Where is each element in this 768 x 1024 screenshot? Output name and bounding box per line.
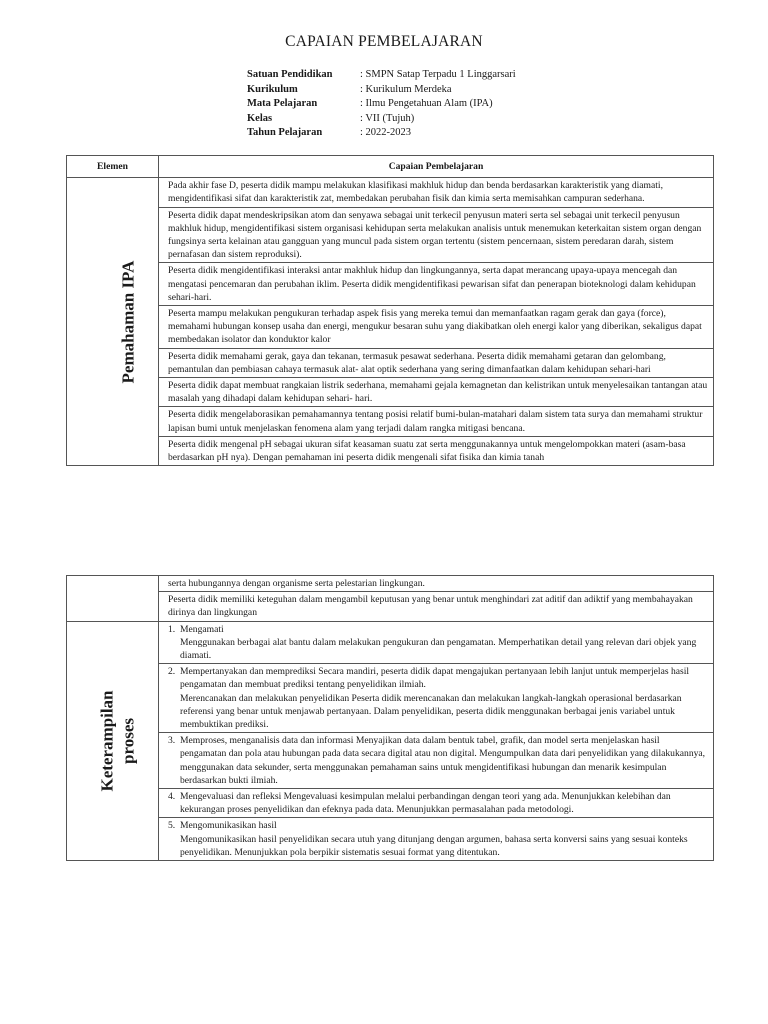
item-number: 2.: [168, 666, 176, 678]
item-heading: Mempertanyakan dan memprediksi Secara mandiri, peserta didik dapat mengajukan pertanyaan lebih lanjut untuk memperjelas hasil pengamatan dan membuat prediksi tentang penyelidikan ilmiah.: [180, 666, 690, 691]
meta-key: Kurikulum: [247, 83, 298, 95]
meta-value: : 2022-2023: [360, 127, 412, 139]
list-item: [159, 621, 714, 664]
curriculum-table-page-1: [66, 155, 714, 466]
table-row: [67, 436, 714, 465]
meta-row-satuan: [247, 68, 516, 83]
header-capaian: Capaian Pembelajaran: [159, 156, 714, 178]
capaian-cell: Peserta mampu melakukan pengukuran terhadap aspek fisis yang mereka temui dan memanfaatkan ragam gerak dan gaya (force), memahami hubungan konsep usaha dan energi, mengukur besaran suhu yang diakibatkan oleh energi kalor yang diberikan, sekaligus dapat membedakan isolator dan konduktor kalor: [159, 306, 714, 349]
elemen-label: [97, 690, 139, 791]
table-row: [67, 306, 714, 349]
item-heading: Memproses, menganalisis data dan informasi Menyajikan data dalam bentuk tabel, grafik, dan model serta menjelaskan hasil pengamatan dan pola atau hubungan pada data secara digital atau non digital. Mengumpulkan data dari penyelidikan yang dilakukannya, menggunakan data sekunder, serta menggunakan pemahaman sains untuk mengidentifikasi hubungan dan menarik kesimpulan berdasarkan bukti ilmiah.: [180, 735, 706, 786]
item-heading: Mengamati: [180, 623, 224, 635]
item-body: Merencanakan dan melakukan penyelidikan Peserta didik merencanakan dan melakukan langkah-langkah operasional berdasarkan referensi yang benar untuk menjawab pertanyaan. Dalam penyelidikan, peserta didik menggunakan berbagai jenis variabel untuk membuktikan prediksi.: [180, 692, 682, 731]
table-row: [67, 263, 714, 306]
elemen-cell: [67, 178, 159, 466]
capaian-cell: Peserta didik mengidentifikasi interaksi antar makhluk hidup dan lingkungannya, serta dapat merancang upaya-upaya mencegah dan mengatasi pencemaran dan perubahan iklim. Peserta didik mengidentifikasi pewarisan sifat dan penerapan bioteknologi dalam kehidupan sehari-hari.: [159, 263, 714, 306]
meta-key: Satuan Pendidikan: [247, 69, 333, 80]
item-number: 1.: [168, 623, 176, 635]
list-item: [159, 733, 714, 789]
table-row: [67, 818, 714, 861]
table-row: [67, 348, 714, 377]
elemen-cell-continued: [67, 576, 159, 622]
item-number: 3.: [168, 735, 176, 747]
capaian-cell: Pada akhir fase D, peserta didik mampu melakukan klasifikasi makhluk hidup dan benda berdasarkan karakteristik yang diamati, mengidentifikasi sifat dan karakteristik zat, membedakan perubahan fisik dan kimia serta memisahkan campuran sederhana.: [159, 178, 714, 207]
header-elemen: Elemen: [67, 156, 159, 178]
capaian-cell: Peserta didik mengenal pH sebagai ukuran sifat keasaman suatu zat serta menggunakannya untuk mengelompokkan materi (asam-basa berdasarkan pH nya). Dengan pemahaman ini peserta didik mengenali sifat fisika dan kimia tanah: [159, 436, 714, 465]
meta-row-kelas: [247, 112, 516, 127]
meta-key: Mata Pelajaran: [247, 98, 318, 110]
item-body: Mengomunikasikan hasil penyelidikan secara utuh yang ditunjang dengan argumen, bahasa serta konversi sains yang sesuai konteks penyelidikan. Menunjukkan pola berpikir sistematis sesuai format yang ditentukan.: [180, 833, 688, 858]
meta-row-mapel: [247, 97, 516, 112]
meta-key: Tahun Pelajaran: [247, 127, 323, 139]
capaian-cell: serta hubungannya dengan organisme serta pelestarian lingkungan.: [159, 576, 714, 592]
meta-value: : SMPN Satap Terpadu 1 Linggarsari: [360, 69, 516, 80]
meta-key: Kelas: [247, 112, 273, 124]
table-header-row: [67, 156, 714, 178]
capaian-cell: Peserta didik dapat membuat rangkaian listrik sederhana, memahami gejala kemagnetan dan kelistrikan untuk menyelesaikan tantangan atau masalah yang dihadapi dalam kehidupan sehari- hari.: [159, 378, 714, 407]
meta-row-kurikulum: [247, 83, 516, 98]
table-row: [67, 207, 714, 263]
list-item: [159, 818, 714, 861]
elemen-cell: [67, 621, 159, 860]
meta-value: : Kurikulum Merdeka: [360, 83, 452, 95]
elemen-label-line2: proses: [118, 717, 138, 764]
item-heading: Mengomunikasikan hasil: [180, 820, 277, 832]
table-row: [67, 789, 714, 818]
capaian-cell: Peserta didik mengelaborasikan pemahamannya tentang posisi relatif bumi-bulan-matahari dalam sistem tata surya dan memahami struktur lapisan bumi untuk menjelaskan fenomena alam yang terjadi dalam rangka mitigasi bencana.: [159, 407, 714, 436]
item-number: 4.: [168, 791, 176, 803]
table-row: [67, 576, 714, 592]
elemen-label-line1: Keterampilan: [97, 690, 117, 792]
curriculum-table-page-2: [66, 575, 714, 861]
item-body: Menggunakan berbagai alat bantu dalam melakukan pengukuran dan pengamatan. Memperhatikan detail yang relevan dari objek yang diamati.: [180, 636, 697, 662]
page-title: CAPAIAN PEMBELAJARAN: [285, 33, 483, 50]
capaian-cell: Peserta didik dapat mendeskripsikan atom dan senyawa sebagai unit terkecil penyusun materi serta sel sebagai unit terkecil penyusun makhluk hidup, mengidentifikasi sistem organisasi kehidupan serta melakukan analisis untuk menemukan keterkaitan sistem organ dengan fungsinya serta kelainan atau gangguan yang muncul pada sistem organ tertentu (sistem pencernaan, sistem peredaran darah, sistem pernafasan dan sistem reproduksi).: [159, 207, 714, 263]
table-row: [67, 178, 714, 207]
meta-value: : VII (Tujuh): [360, 112, 415, 124]
table-row: [67, 407, 714, 436]
item-heading: Mengevaluasi dan refleksi Mengevaluasi kesimpulan melalui perbandingan dengan teori yang ada. Menunjukkan kelebihan dan kekurangan proses penyelidikan dan efeknya pada data. Menunjukkan permasalahan pada metodologi.: [180, 791, 671, 816]
meta-value: : Ilmu Pengetahuan Alam (IPA): [360, 98, 493, 110]
table-row: [67, 378, 714, 407]
list-item: [159, 664, 714, 733]
meta-row-tahun: [247, 126, 516, 141]
capaian-cell: Peserta didik memiliki keteguhan dalam mengambil keputusan yang benar untuk menghindari zat aditif dan adiktif yang membahayakan dirinya dan lingkungan: [159, 592, 714, 621]
table-row: [67, 733, 714, 789]
table-row: [67, 664, 714, 733]
item-number: 5.: [168, 820, 176, 832]
identity-block: [247, 68, 516, 141]
table-row: [67, 621, 714, 664]
elemen-label: Pemahaman IPA: [118, 260, 138, 384]
table-row: [67, 592, 714, 621]
capaian-cell: Peserta didik memahami gerak, gaya dan tekanan, termasuk pesawat sederhana. Peserta didik memahami getaran dan gelombang, pemantulan dan pembiasan cahaya termasuk alat- alat optik sederhana yang sering dimanfaatkan dalam kehidupan sehari-hari: [159, 348, 714, 377]
list-item: [159, 789, 714, 818]
